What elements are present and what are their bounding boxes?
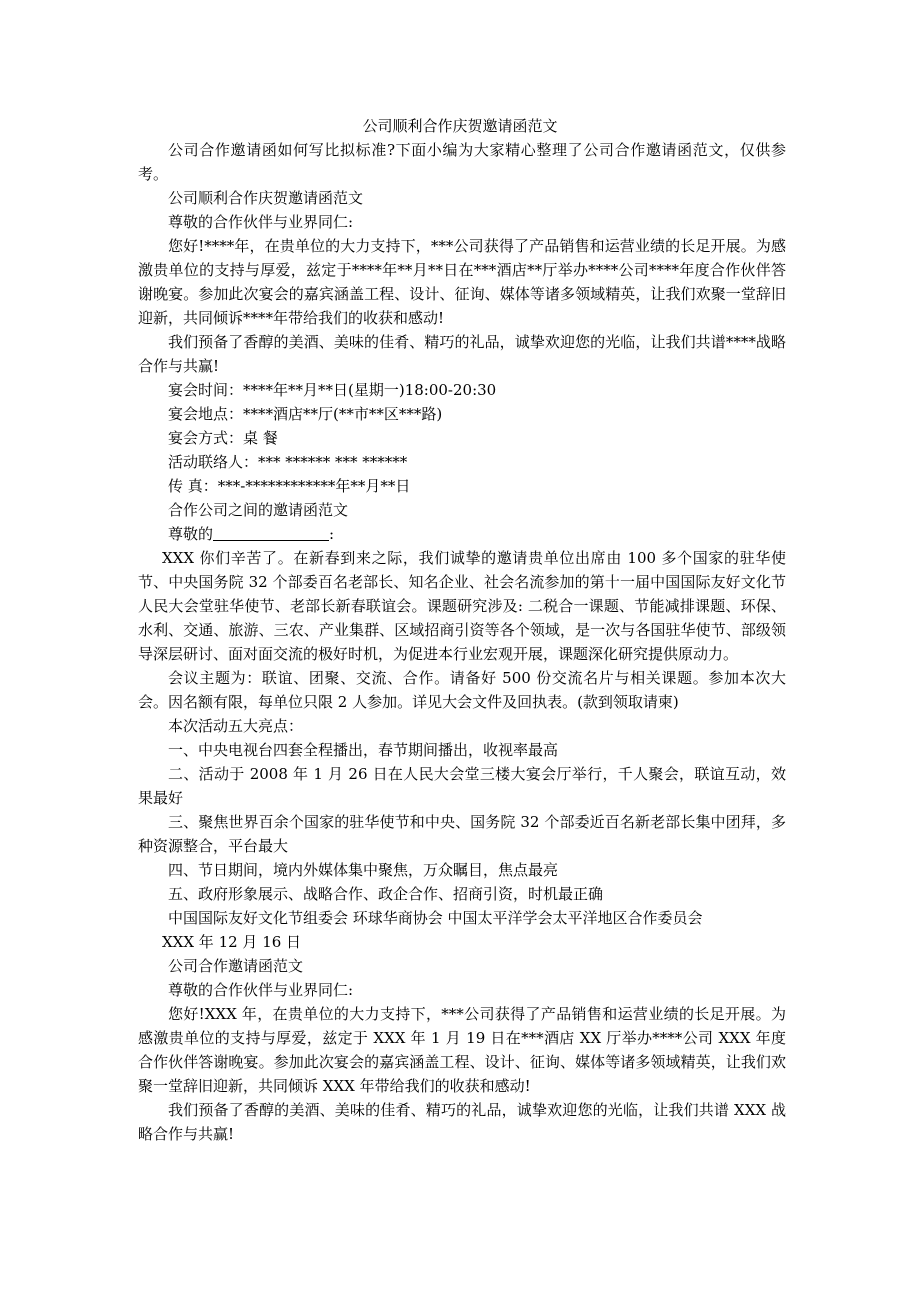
name-blank xyxy=(213,523,329,541)
event-time: 宴会时间：****年**月**日(星期一)18:00-20:30 xyxy=(168,381,497,399)
highlight-item: 二、活动于 2008 年 1 月 26 日在人民大会堂三楼大宴会厅举行，千人聚会，联谊互动，效果最好 xyxy=(138,765,786,807)
section-heading: 公司合作邀请函范文 xyxy=(168,957,304,975)
highlight-item: 五、政府形象展示、战略合作、政企合作、招商引资，时机最正确 xyxy=(168,885,604,903)
event-format: 宴会方式：桌 餐 xyxy=(168,429,278,447)
event-contact: 活动联络人：*** ****** *** ****** xyxy=(168,453,408,471)
highlight-item: 三、聚焦世界百余个国家的驻华使节和中央、国务院 32 个部委近百名新老部长集中团拜，多种资源整合，平台最大 xyxy=(138,813,786,855)
body-paragraph: 会议主题为：联谊、团聚、交流、合作。请备好 500 份交流名片与相关课题。参加本次大会。因名额有限，每单位只限 2 人参加。详见大会文件及回执表。(款到领取请柬) xyxy=(138,669,786,711)
body-paragraph: 您好!****年，在贵单位的大力支持下，***公司获得了产品销售和运营业绩的长足开展。为感激贵单位的支持与厚爱，兹定于****年**月**日在***酒店**厅举办****公司****年度合作伙伴答谢晚宴。参加此次宴会的嘉宾涵盖工程、设计、征询、媒体等诸多领域精英，让我们欢聚一堂辞旧迎新，共同倾诉****年带给我们的收获和感动! xyxy=(138,237,786,327)
document-body xyxy=(138,138,786,1146)
section-heading: 合作公司之间的邀请函范文 xyxy=(168,501,349,519)
salutation: 尊敬的合作伙伴与业界同仁: xyxy=(168,213,354,231)
body-paragraph: 我们预备了香醇的美酒、美味的佳肴、精巧的礼品，诚挚欢迎您的光临，让我们共谱****战略合作与共赢! xyxy=(138,333,786,375)
section-heading: 公司顺利合作庆贺邀请函范文 xyxy=(168,189,364,207)
salutation-prefix: 尊敬的 xyxy=(168,525,214,543)
highlight-item: 一、中央电视台四套全程播出，春节期间播出，收视率最高 xyxy=(168,741,559,759)
event-location: 宴会地点：****酒店**厅(**市**区***路) xyxy=(168,405,443,423)
organizers-line: 中国国际友好文化节组委会 环球华商协会 中国太平洋学会太平洋地区合作委员会 xyxy=(168,909,703,927)
document-title: 公司顺利合作庆贺邀请函范文 xyxy=(362,117,558,135)
body-paragraph: 我们预备了香醇的美酒、美味的佳肴、精巧的礼品，诚挚欢迎您的光临，让我们共谱 XXX 战略合作与共赢! xyxy=(138,1101,786,1143)
salutation-suffix: : xyxy=(329,525,335,543)
salutation: 尊敬的合作伙伴与业界同仁: xyxy=(168,981,354,999)
intro-paragraph: 公司合作邀请函如何写比拟标准?下面小编为大家精心整理了公司合作邀请函范文，仅供参考。 xyxy=(138,141,786,183)
body-paragraph: XXX 你们辛苦了。在新春到来之际，我们诚挚的邀请贵单位出席由 100 多个国家的驻华使节、中央国务院 32 个部委百名老部长、知名企业、社会名流参加的第十一届中国国际友好文化节人民大会堂驻华使节、老部长新春联谊会。课题研究涉及: 二税合一课题、节能减排课题、环保、水利、交通、旅游、三农、产业集群、区域招商引资等各个领域，是一次与各国驻华使节、部级领导深层研讨、面对面交流的极好时机，为促进本行业宏观开展，课题深化研究提供原动力。 xyxy=(138,549,786,663)
body-paragraph: 您好!XXX 年，在贵单位的大力支持下，***公司获得了产品销售和运营业绩的长足开展。为感激贵单位的支持与厚爱，兹定于 XXX 年 1 月 19 日在***酒店 XX 厅举办****公司 XXX 年度合作伙伴答谢晚宴。参加此次宴会的嘉宾涵盖工程、设计、征询、媒体等诸多领域精英，让我们欢聚一堂辞旧迎新，共同倾诉 XXX 年带给我们的收获和感动! xyxy=(138,1005,786,1095)
date-line: XXX 年 12 月 16 日 xyxy=(162,933,302,951)
highlight-item: 四、节日期间，境内外媒体集中聚焦，万众瞩目，焦点最亮 xyxy=(168,861,559,879)
highlights-heading: 本次活动五大亮点： xyxy=(168,717,304,735)
salutation-blank-line xyxy=(138,522,786,546)
event-fax: 传 真：***-************年**月**日 xyxy=(168,477,411,495)
